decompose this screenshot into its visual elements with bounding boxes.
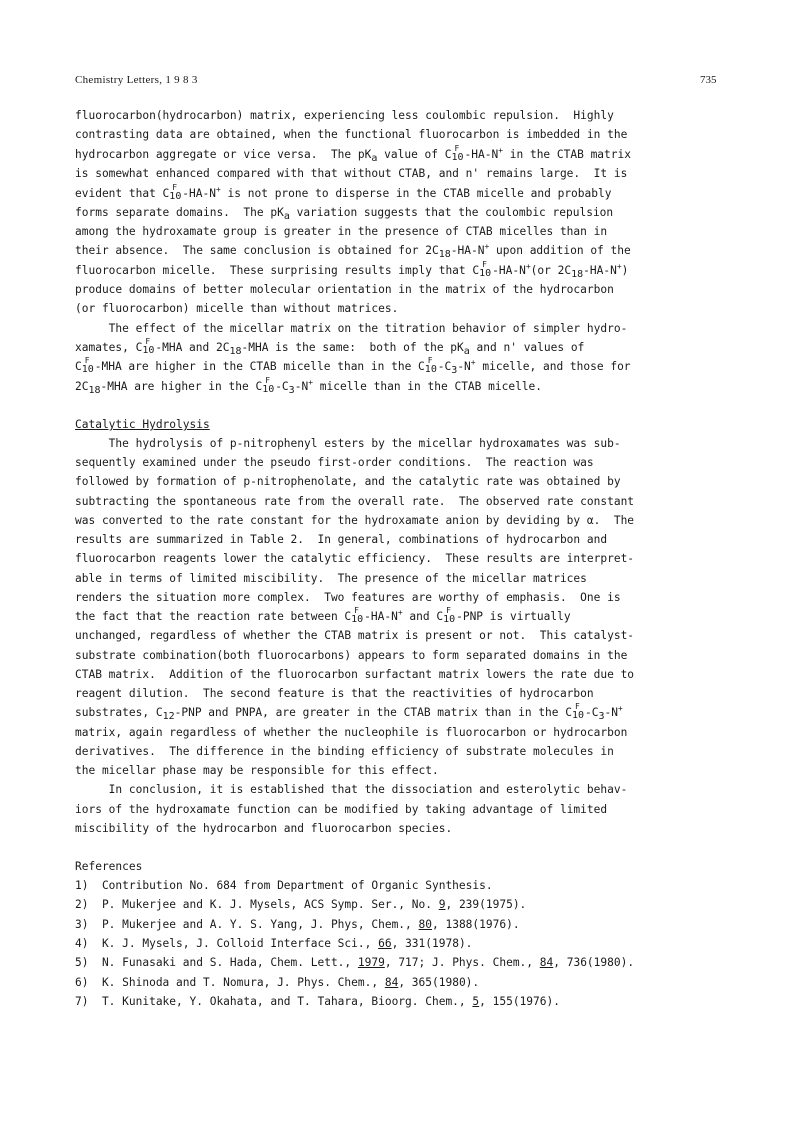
body-line: derivatives. The difference in the binding efficiency of substrate molecules in: [75, 745, 614, 758]
body-line: (or fluorocarbon) micelle than without matrices.: [75, 302, 399, 315]
reference-item: 5) N. Funasaki and S. Hada, Chem. Lett., 1979, 717; J. Phys. Chem., 84, 736(1980).: [75, 956, 635, 969]
journal-header: Chemistry Letters, 1 9 8 3: [75, 74, 198, 86]
body-line: evident that C F 10 -HA-N+ is not prone to disperse in the CTAB micelle and probably: [75, 183, 612, 202]
body-line: renders the situation more complex. Two features are worthy of emphasis. One is: [75, 591, 621, 604]
reference-item: 1) Contribution No. 684 from Department of Organic Synthesis.: [75, 879, 493, 892]
body-line: CTAB matrix. Addition of the fluorocarbon surfactant matrix lowers the rate due to: [75, 668, 635, 681]
body-line: fluorocarbon micelle. These surprising results imply that C F 10 -HA-N+(or 2C18-HA-N+): [75, 260, 629, 280]
body-line: substrate combination(both fluorocarbons) appears to form separated domains in the: [75, 649, 628, 662]
body-line: their absence. The same conclusion is obtained for 2C18-HA-N+ upon addition of the: [75, 242, 631, 260]
body-line: the micellar phase may be responsible for this effect.: [75, 764, 439, 777]
section-title: Catalytic Hydrolysis: [75, 418, 210, 431]
body-line: is somewhat enhanced compared with that without CTAB, and n' remains large. It is: [75, 167, 628, 180]
body-line: subtracting the spontaneous rate from the overall rate. The observed rate constant: [75, 495, 635, 508]
body-line: The effect of the micellar matrix on the titration behavior of simpler hydro-: [75, 322, 628, 335]
body-line: The hydrolysis of p-nitrophenyl esters by the micellar hydroxamates was sub-: [75, 437, 621, 450]
body-line: xamates, C F 10 -MHA and 2C18-MHA is the same: both of the pKa and n' values of: [75, 337, 585, 357]
body-line: hydrocarbon aggregate or vice versa. The pKa value of C F 10 -HA-N+ in the CTAB matrix: [75, 144, 631, 164]
body-line: miscibility of the hydrocarbon and fluorocarbon species.: [75, 822, 453, 835]
reference-item: 2) P. Mukerjee and K. J. Mysels, ACS Symp. Ser., No. 9, 239(1975).: [75, 898, 527, 911]
body-line: iors of the hydroxamate function can be modified by taking advantage of limited: [75, 803, 608, 816]
body-line: was converted to the rate constant for the hydroxamate anion by deviding by α. The: [75, 514, 635, 527]
body-line: fluorocarbon reagents lower the catalytic efficiency. These results are interpret-: [75, 552, 635, 565]
body-line: results are summarized in Table 2. In general, combinations of hydrocarbon and: [75, 533, 608, 546]
body-line: matrix, again regardless of whether the nucleophile is fluorocarbon or hydrocarbon: [75, 726, 628, 739]
body-line: forms separate domains. The pKa variation suggests that the coulombic repulsion: [75, 206, 614, 222]
reference-item: 7) T. Kunitake, Y. Okahata, and T. Tahara, Bioorg. Chem., 5, 155(1976).: [75, 995, 560, 1008]
reference-item: 3) P. Mukerjee and A. Y. S. Yang, J. Phys, Chem., 80, 1388(1976).: [75, 918, 520, 931]
body-line: able in terms of limited miscibility. The presence of the micellar matrices: [75, 572, 587, 585]
body-line: among the hydroxamate group is greater in the presence of CTAB micelles than in: [75, 225, 608, 238]
body-line: fluorocarbon(hydrocarbon) matrix, experiencing less coulombic repulsion. Highly: [75, 109, 614, 122]
body-line: substrates, C12-PNP and PNPA, are greater in the CTAB matrix than in the C F 10 -C3-N+: [75, 702, 623, 722]
page-number: 735: [700, 74, 717, 86]
body-line: unchanged, regardless of whether the CTAB matrix is present or not. This catalyst-: [75, 629, 635, 642]
body-line: the fact that the reaction rate between C F 10 -HA-N+ and C F 10 -PNP is virtually: [75, 606, 571, 625]
body-line: sequently examined under the pseudo first-order conditions. The reaction was: [75, 456, 594, 469]
body-line: produce domains of better molecular orientation in the matrix of the hydrocarbon: [75, 283, 614, 296]
body-line: C F 10 -MHA are higher in the CTAB micelle than in the C F 10 -C3-N+ micelle, and those for: [75, 356, 631, 376]
reference-item: 6) K. Shinoda and T. Nomura, J. Phys. Chem., 84, 365(1980).: [75, 976, 480, 989]
references-heading: References: [75, 860, 143, 873]
reference-item: 4) K. J. Mysels, J. Colloid Interface Sci., 66, 331(1978).: [75, 937, 473, 950]
body-line: contrasting data are obtained, when the functional fluorocarbon is imbedded in the: [75, 128, 628, 141]
body-line: reagent dilution. The second feature is that the reactivities of hydrocarbon: [75, 687, 594, 700]
body-line: In conclusion, it is established that the dissociation and esterolytic behav-: [75, 783, 628, 796]
body-line: 2C18-MHA are higher in the C F 10 -C3-N+ micelle than in the CTAB micelle.: [75, 376, 543, 396]
body-line: followed by formation of p-nitrophenolate, and the catalytic rate was obtained by: [75, 475, 621, 488]
